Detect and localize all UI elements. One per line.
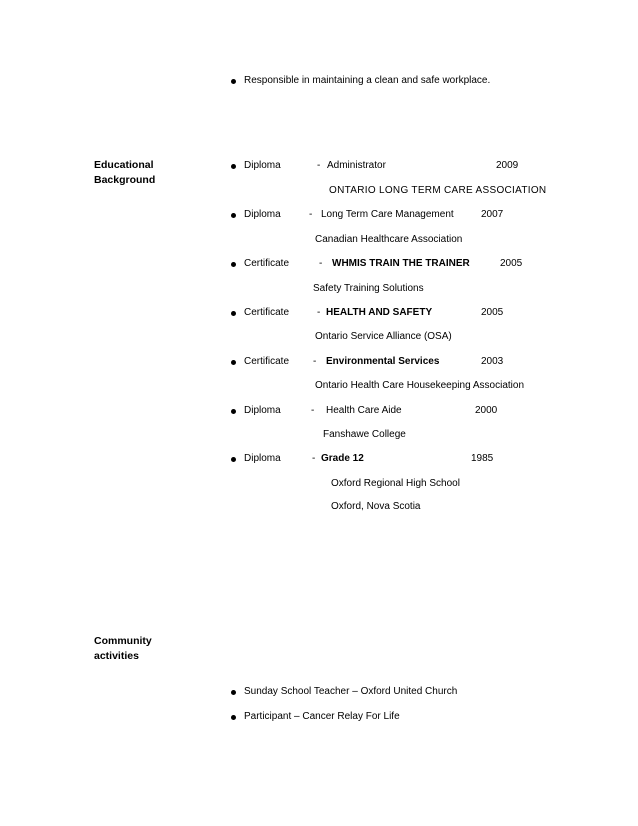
bullet-icon <box>231 213 236 218</box>
entry-year: 2005 <box>500 258 523 269</box>
bullet-icon <box>231 409 236 414</box>
entry-location: Oxford, Nova Scotia <box>331 501 421 512</box>
entry-type: Certificate <box>244 258 290 269</box>
entry-title: Administrator <box>327 160 386 171</box>
entry-dash: - <box>317 160 321 171</box>
entry-type: Diploma <box>244 209 281 220</box>
entry-title: WHMIS TRAIN THE TRAINER <box>332 258 470 269</box>
community-item: Sunday School Teacher – Oxford United Church <box>244 686 458 697</box>
bullet-icon <box>231 79 236 84</box>
entry-dash: - <box>317 307 321 318</box>
entry-year: 2005 <box>481 307 504 318</box>
bullet-icon <box>231 360 236 365</box>
entry-year: 1985 <box>471 453 494 464</box>
entry-institution: ONTARIO LONG TERM CARE ASSOCIATION <box>329 185 547 196</box>
entry-institution: Canadian Healthcare Association <box>315 234 463 245</box>
entry-year: 2009 <box>496 160 519 171</box>
entry-title: HEALTH AND SAFETY <box>326 307 433 318</box>
entry-institution: Oxford Regional High School <box>331 478 460 489</box>
entry-institution: Safety Training Solutions <box>313 283 424 294</box>
bullet-icon <box>231 164 236 169</box>
entry-title: Health Care Aide <box>326 405 402 416</box>
entry-type: Diploma <box>244 453 281 464</box>
entry-year: 2000 <box>475 405 498 416</box>
entry-title: Long Term Care Management <box>321 209 454 220</box>
entry-type: Certificate <box>244 356 290 367</box>
entry-dash: - <box>319 258 323 269</box>
entry-type: Certificate <box>244 307 290 318</box>
entry-year: 2007 <box>481 209 504 220</box>
entry-institution: Ontario Service Alliance (OSA) <box>315 331 452 342</box>
entry-type: Diploma <box>244 160 281 171</box>
bullet-icon <box>231 690 236 695</box>
bullet-icon <box>231 457 236 462</box>
community-item: Participant – Cancer Relay For Life <box>244 711 400 722</box>
entry-year: 2003 <box>481 356 504 367</box>
bullet-icon <box>231 715 236 720</box>
entry-institution: Fanshawe College <box>323 429 406 440</box>
entry-title: Environmental Services <box>326 356 440 367</box>
responsibility-item: Responsible in maintaining a clean and safe workplace. <box>244 75 491 86</box>
bullet-icon <box>231 262 236 267</box>
entry-type: Diploma <box>244 405 281 416</box>
education-heading: Educational Background <box>94 159 156 186</box>
entry-dash: - <box>313 356 317 367</box>
entry-dash: - <box>311 405 315 416</box>
community-heading: Community activities <box>94 635 152 662</box>
entry-institution: Ontario Health Care Housekeeping Association <box>315 380 525 391</box>
bullet-icon <box>231 311 236 316</box>
entry-dash: - <box>312 453 316 464</box>
entry-dash: - <box>309 209 313 220</box>
entry-title: Grade 12 <box>321 453 364 464</box>
